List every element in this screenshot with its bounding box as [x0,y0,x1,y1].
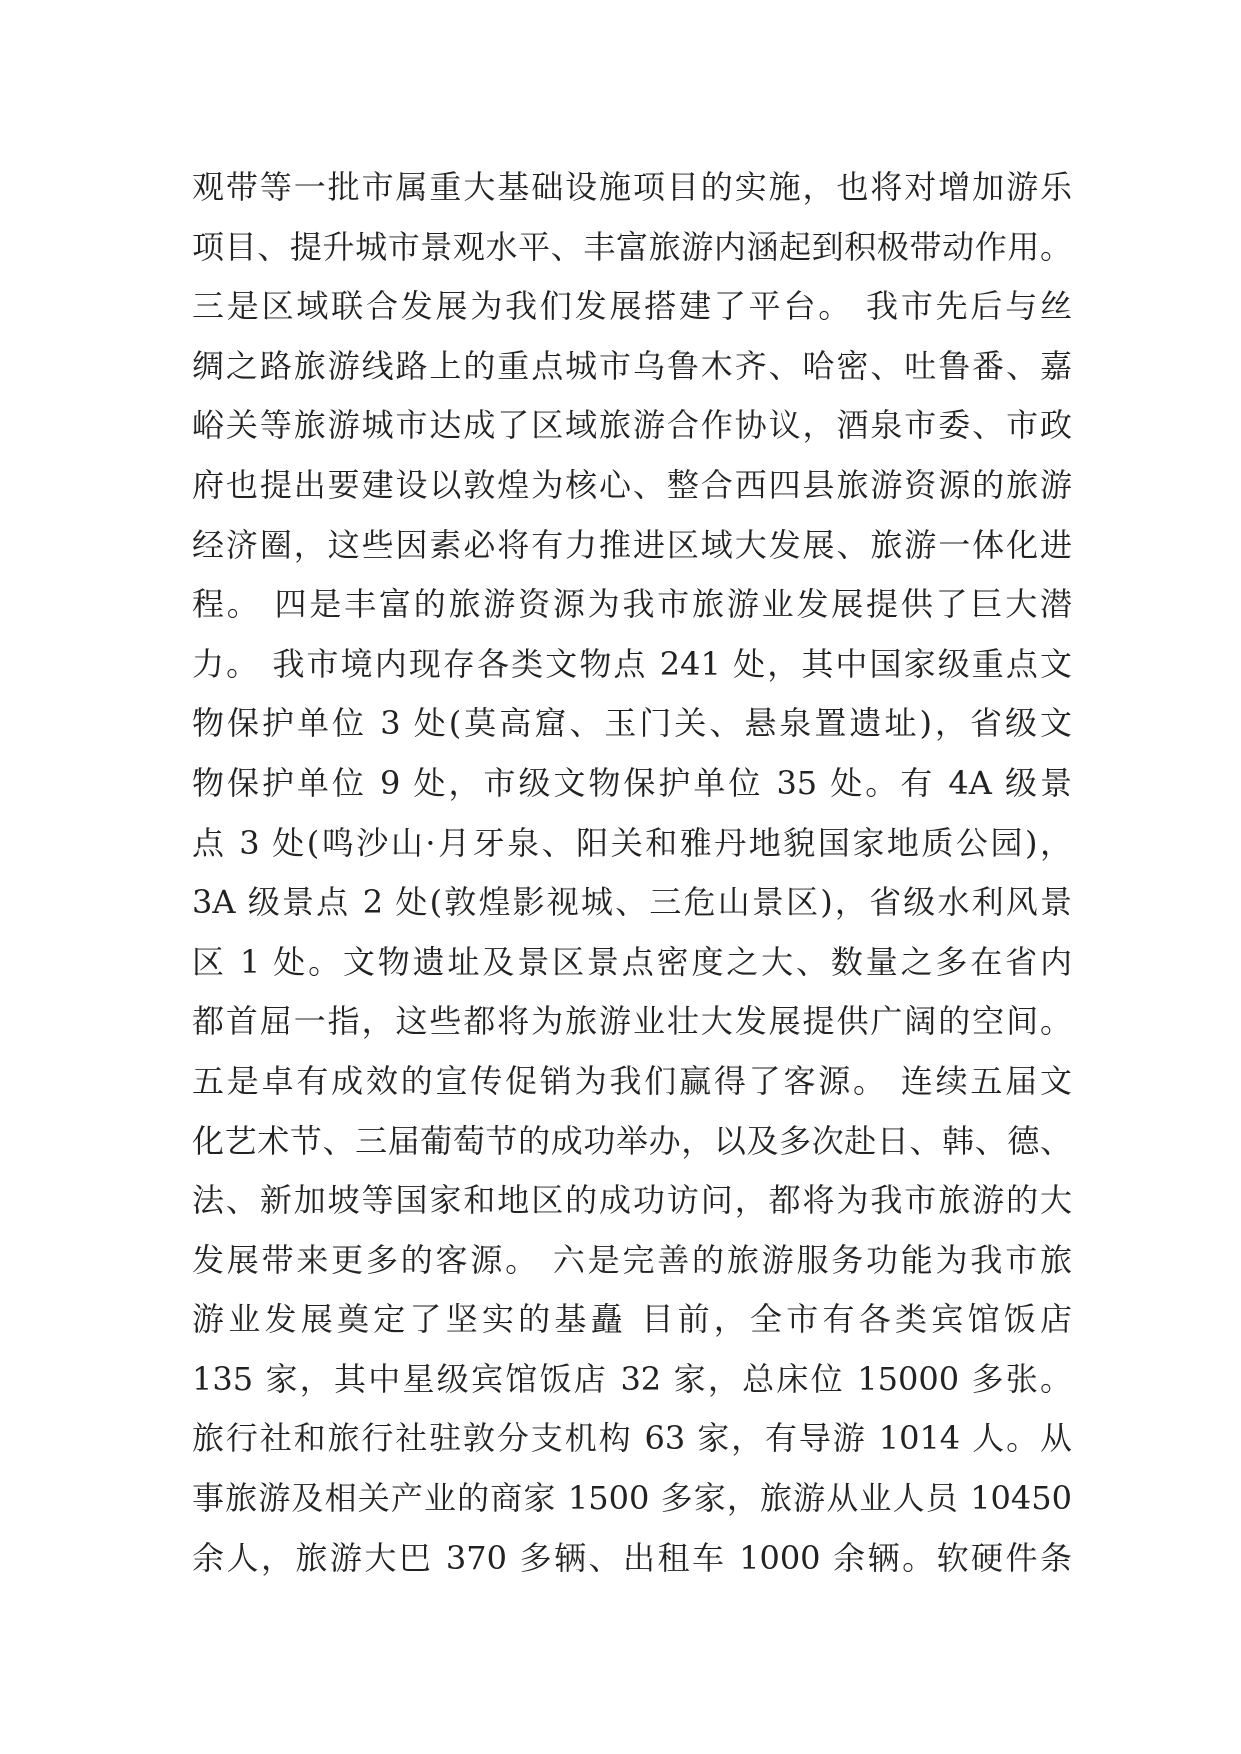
text-line: 发展带来更多的客源。 六是完善的旅游服务功能为我市旅 [192,1240,1072,1279]
text-line: 游业发展奠定了坚实的基矗 目前，全市有各类宾馆饭店 [192,1300,1072,1339]
text-line: 旅行社和旅行社驻敦分支机构 63 家，有导游 1014 人。从 [192,1419,1072,1458]
text-line: 力。 我市境内现存各类文物点 241 处，其中国家级重点文 [192,644,1072,683]
text-line: 区 1 处。文物遗址及景区景点密度之大、数量之多在省内 [192,942,1072,981]
text-line: 观带等一批市属重大基础设施项目的实施，也将对增加游乐 [192,168,1072,206]
text-line: 五是卓有成效的宣传促销为我们赢得了客源。 连续五届文 [192,1061,1072,1100]
text-line: 法、新加坡等国家和地区的成功访问，都将为我市旅游的大 [192,1181,1072,1220]
text-line: 府也提出要建设以敦煌为核心、整合西四县旅游资源的旅游 [192,465,1072,504]
text-line: 项目、提升城市景观水平、丰富旅游内涵起到积极带动作用。 [192,227,1072,266]
text-line: 化艺术节、三届葡萄节的成功举办，以及多次赴日、韩、德、 [192,1121,1072,1160]
text-line: 135 家，其中星级宾馆饭店 32 家，总床位 15000 多张。 [192,1359,1072,1398]
text-line: 经济圈，这些因素必将有力推进区域大发展、旅游一体化进 [192,525,1072,564]
body-text [192,158,1072,1588]
text-line: 点 3 处(鸣沙山·月牙泉、阳关和雅丹地貌国家地质公园)， [192,823,1072,862]
text-line: 事旅游及相关产业的商家 1500 多家，旅游从业人员 10450 [192,1479,1072,1518]
text-line: 物保护单位 3 处(莫高窟、玉门关、悬泉置遗址)，省级文 [192,704,1072,743]
text-line: 物保护单位 9 处，市级文物保护单位 35 处。有 4A 级景 [192,763,1072,802]
text-line: 3A 级景点 2 处(敦煌影视城、三危山景区)，省级水利风景 [192,883,1072,922]
text-line: 都首屈一指，这些都将为旅游业壮大发展提供广阔的空间。 [192,1002,1072,1041]
text-line: 程。 四是丰富的旅游资源为我市旅游业发展提供了巨大潜 [192,585,1072,624]
text-line: 余人，旅游大巴 370 多辆、出租车 1000 余辆。软硬件条 [192,1538,1072,1577]
text-line: 峪关等旅游城市达成了区域旅游合作协议，酒泉市委、市政 [192,406,1072,445]
text-line: 绸之路旅游线路上的重点城市乌鲁木齐、哈密、吐鲁番、嘉 [192,346,1072,385]
text-line: 三是区域联合发展为我们发展搭建了平台。 我市先后与丝 [192,287,1072,326]
